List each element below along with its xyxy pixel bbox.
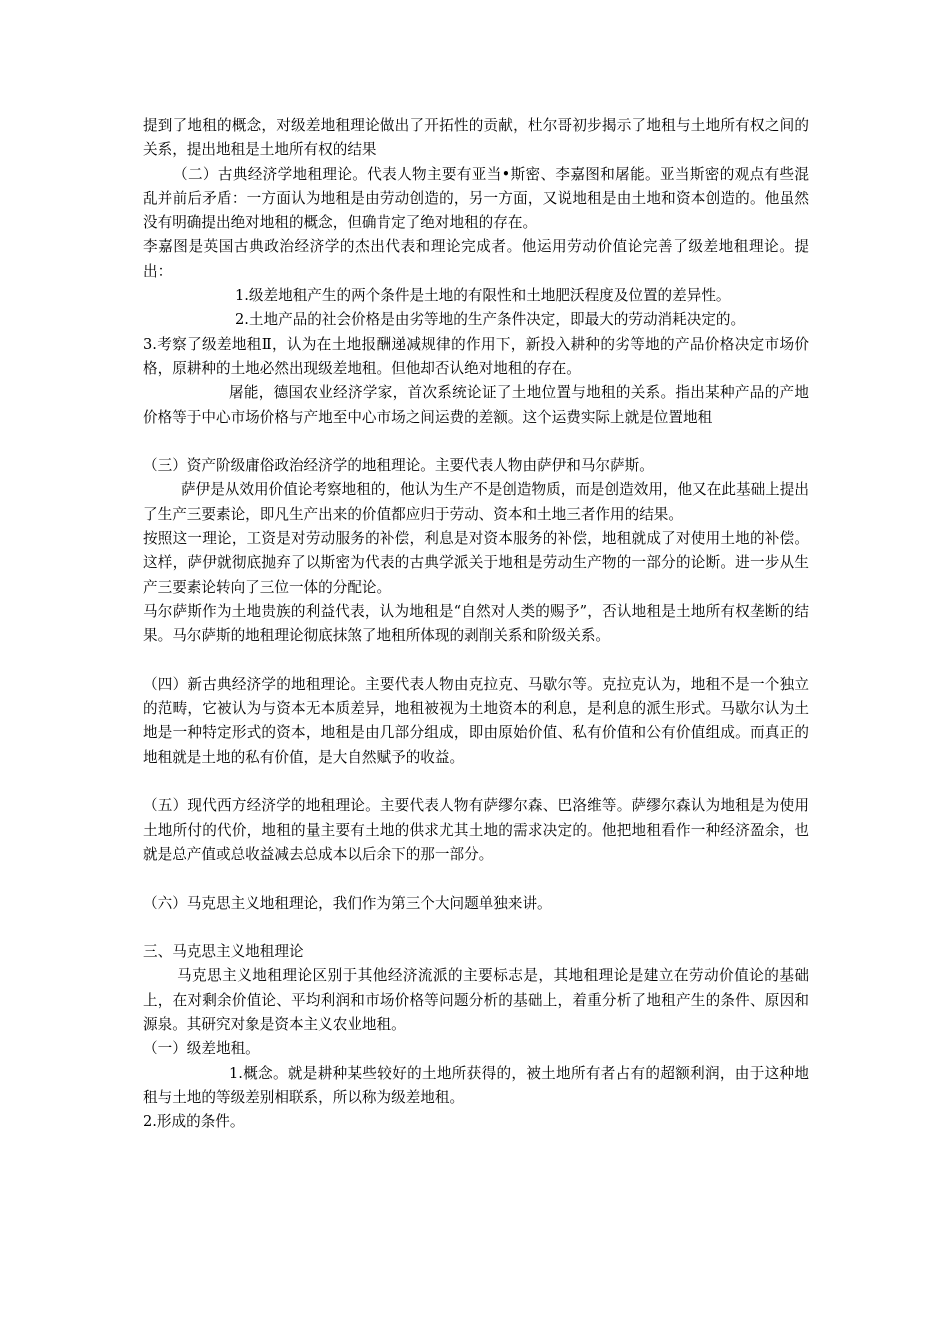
paragraph-thunen: 屠能，德国农业经济学家，首次系统论证了土地位置与地租的关系。指出某种产品的产地价格等于中心市场价格与产地至中心市场之间运费的差额。这个运费实际上就是位置地租 (143, 384, 809, 426)
list-item-conditions: 2.形成的条件。 (143, 1113, 245, 1131)
list-item-concept: 1.概念。就是耕种某些较好的土地所获得的，被土地所有者占有的超额利润，由于这种地租与土地的等级差别相联系，所以称为级差地租。 (143, 1064, 809, 1106)
list-item-ricardo-1: 1.级差地租产生的两个条件是土地的有限性和土地肥沃程度及位置的差异性。 (235, 287, 731, 305)
paragraph-malthus: 马尔萨斯作为土地贵族的利益代表，认为地租是“自然对人类的赐予”，否认地租是土地所有权垄断的结果。马尔萨斯的地租理论彻底抹煞了地租所体现的剥削关系和阶级关系。 (143, 602, 809, 645)
paragraph-modern-western: （五）现代西方经济学的地租理论。主要代表人物有萨缪尔森、巴洛维等。萨缪尔森认为地租是为使用土地所付的代价，地租的量主要有土地的供求尤其土地的需求决定的。他把地租看作一种经济盈余，也就是总产值或总收益减去总成本以后余下的那一部分。 (143, 797, 809, 863)
blank-line (143, 430, 809, 454)
paragraph-marxist-foundation: 马克思主义地租理论区别于其他经济流派的主要标志是，其地租理论是建立在劳动价值论的基础上，在对剩余价值论、平均利润和市场价格等问题分析的基础上，着重分析了地租产生的条件、原因和源泉。其研究对象是资本主义农业地租。 (143, 967, 809, 1033)
paragraph-vulgar-economics: （三）资产阶级庸俗政治经济学的地租理论。主要代表人物由萨伊和马尔萨斯。 (143, 457, 654, 475)
paragraph-classical-theory: （二）古典经济学地租理论。代表人物主要有亚当•斯密、李嘉图和屠能。亚当斯密的观点有些混乱并前后矛盾：一方面认为地租是由劳动创造的，另一方面，又说地租是由土地和资本创造的。他虽然没有明确提出绝对地租的概念，但确肯定了绝对地租的存在。 (143, 165, 809, 232)
paragraph-say-distribution: 按照这一理论，工资是对劳动服务的补偿，利息是对资本服务的补偿，地租就成了对使用土地的补偿。这样，萨伊就彻底抛弃了以斯密为代表的古典学派关于地租是劳动生产物的一部分的论断。进一步从生产三要素论转向了三位一体的分配论。 (143, 530, 809, 596)
paragraph-marxist-note: （六）马克思主义地租理论，我们作为第三个大问题单独来讲。 (143, 894, 552, 912)
paragraph-say-utility: 萨伊是从效用价值论考察地租的，他认为生产不是创造物质，而是创造效用，他又在此基础上提出了生产三要素论，即凡生产出来的价值都应归于劳动、资本和土地三者作用的结果。 (143, 481, 809, 523)
blank-line (143, 916, 809, 940)
blank-line (143, 770, 809, 794)
subsection-heading-differential-rent: （一）级差地租。 (143, 1040, 260, 1058)
paragraph-turgot-conclusion: 提到了地租的概念，对级差地租理论做出了开拓性的贡献，杜尔哥初步揭示了地租与土地所有权之间的关系，提出地租是土地所有权的结果 (143, 117, 809, 159)
blank-line (143, 649, 809, 673)
paragraph-neoclassical: （四）新古典经济学的地租理论。主要代表人物由克拉克、马歇尔等。克拉克认为，地租不是一个独立的范畴，它被认为与资本无本质差异，地租被视为土地资本的利息，是利息的派生形式。马歇尔认为土地是一种特定形式的资本，地租是由几部分组成，即由原始价值、私有价值和公有价值组成。而真正的地租就是土地的私有价值，是大自然赋予的收益。 (143, 675, 809, 766)
paragraph-ricardo-intro: 李嘉图是英国古典政治经济学的杰出代表和理论完成者。他运用劳动价值论完善了级差地租理论。提出： (143, 238, 809, 280)
list-item-ricardo-2: 2.土地产品的社会价格是由劣等地的生产条件决定，即最大的劳动消耗决定的。 (235, 311, 746, 329)
section-heading-marxist-rent: 三、马克思主义地租理论 (143, 943, 304, 961)
blank-line (143, 867, 809, 891)
list-item-ricardo-3: 3.考察了级差地租Ⅱ，认为在土地报酬递减规律的作用下，新投入耕种的劣等地的产品价格决定市场价格，原耕种的土地必然出现级差地租。但他却否认绝对地租的存在。 (143, 335, 809, 377)
document-body (143, 114, 809, 1134)
